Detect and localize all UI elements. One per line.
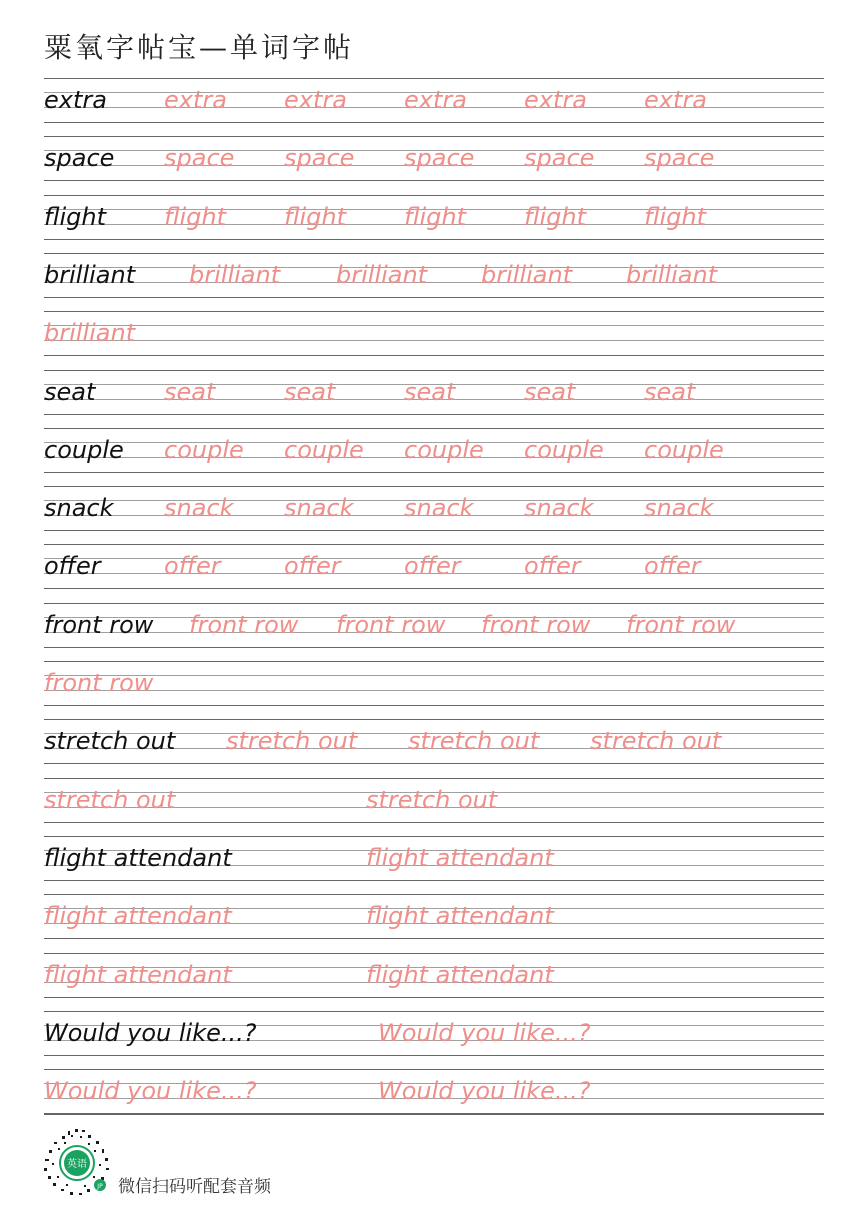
- trace-word: couple: [524, 435, 604, 464]
- trace-word: space: [524, 144, 595, 173]
- trace-word: couple: [404, 435, 484, 464]
- practice-row: [44, 544, 824, 602]
- trace-word: offer: [284, 552, 341, 581]
- trace-word: front row: [336, 610, 446, 639]
- practice-row: [44, 253, 824, 311]
- qr-small-badge: JP: [97, 1183, 103, 1190]
- trace-word: flight attendant: [366, 960, 554, 989]
- guide-line: [44, 997, 824, 998]
- trace-word: space: [644, 144, 715, 173]
- trace-word: Would you like...?: [44, 1077, 257, 1106]
- guide-line: [44, 414, 824, 415]
- trace-word: flight: [164, 202, 227, 231]
- trace-word: front row: [481, 610, 591, 639]
- trace-word: stretch out: [408, 727, 540, 756]
- trace-word: brilliant: [189, 260, 281, 289]
- model-word: extra: [44, 86, 107, 114]
- guide-line: [44, 544, 824, 545]
- trace-word: seat: [164, 377, 216, 406]
- qr-code-icon[interactable]: [42, 1128, 112, 1198]
- trace-word: brilliant: [44, 319, 136, 348]
- practice-row: [44, 486, 824, 544]
- trace-word: offer: [524, 552, 581, 581]
- guide-line: [44, 675, 824, 676]
- guide-line: [44, 530, 824, 531]
- trace-word: offer: [404, 552, 461, 581]
- guide-line: [44, 690, 824, 691]
- model-word: snack: [44, 494, 114, 523]
- guide-line: [44, 136, 824, 137]
- guide-line: [44, 195, 824, 196]
- trace-word: seat: [524, 377, 576, 406]
- trace-word: flight attendant: [366, 902, 554, 931]
- trace-word: offer: [164, 552, 221, 581]
- guide-line: [44, 1055, 824, 1056]
- trace-word: brilliant: [481, 260, 573, 289]
- trace-word: Would you like...?: [378, 1018, 591, 1047]
- trace-word: extra: [644, 86, 707, 114]
- guide-line: [44, 325, 824, 326]
- guide-line: [44, 78, 824, 79]
- practice-row: [44, 719, 824, 777]
- guide-line: [44, 763, 824, 764]
- practice-row: [44, 136, 824, 194]
- model-word: flight attendant: [44, 843, 232, 872]
- model-word: flight: [44, 202, 107, 231]
- trace-word: flight: [524, 202, 587, 231]
- guide-line: [44, 428, 824, 429]
- trace-word: front row: [189, 610, 299, 639]
- page-title: 粟氧字帖宝—单词字帖: [44, 31, 355, 64]
- trace-word: snack: [164, 494, 234, 523]
- trace-word: snack: [644, 494, 714, 523]
- trace-word: space: [164, 144, 235, 173]
- model-word: space: [44, 144, 115, 173]
- practice-row: [44, 370, 824, 428]
- practice-row: [44, 661, 824, 719]
- trace-word: brilliant: [626, 260, 718, 289]
- practice-row: [44, 78, 824, 136]
- guide-line: [44, 355, 824, 356]
- trace-word: couple: [164, 435, 244, 464]
- guide-line: [44, 311, 824, 312]
- practice-row: [44, 953, 824, 1011]
- guide-line: [44, 705, 824, 706]
- qr-badge-label: 英语: [67, 1159, 87, 1170]
- guide-line: [44, 486, 824, 487]
- practice-row: [44, 778, 824, 836]
- model-word: Would you like...?: [44, 1018, 257, 1047]
- guide-line: [44, 603, 824, 604]
- bottom-rule: [44, 1114, 824, 1115]
- guide-line: [44, 938, 824, 939]
- trace-word: stretch out: [590, 727, 722, 756]
- guide-line: [44, 719, 824, 720]
- guide-line: [44, 778, 824, 779]
- scan-audio-caption: 微信扫码听配套音频: [118, 1177, 271, 1197]
- guide-line: [44, 180, 824, 181]
- trace-word: stretch out: [366, 785, 498, 814]
- model-word: stretch out: [44, 727, 176, 756]
- trace-word: extra: [404, 86, 467, 114]
- trace-word: extra: [524, 86, 587, 114]
- practice-row: [44, 603, 824, 661]
- trace-word: flight attendant: [44, 960, 232, 989]
- trace-word: snack: [284, 494, 354, 523]
- guide-line: [44, 239, 824, 240]
- guide-line: [44, 340, 824, 341]
- guide-line: [44, 836, 824, 837]
- trace-word: stretch out: [226, 727, 358, 756]
- guide-line: [44, 472, 824, 473]
- model-word: offer: [44, 552, 101, 581]
- practice-row: [44, 894, 824, 952]
- practice-row: [44, 195, 824, 253]
- trace-word: stretch out: [44, 785, 176, 814]
- model-word: seat: [44, 377, 96, 406]
- trace-word: seat: [404, 377, 456, 406]
- trace-word: couple: [644, 435, 724, 464]
- trace-word: front row: [626, 610, 736, 639]
- trace-word: front row: [44, 669, 154, 697]
- practice-row: [44, 1011, 824, 1069]
- guide-line: [44, 588, 824, 589]
- trace-word: flight: [284, 202, 347, 231]
- guide-line: [44, 880, 824, 881]
- trace-word: space: [284, 144, 355, 173]
- trace-word: brilliant: [336, 260, 428, 289]
- practice-row: [44, 836, 824, 894]
- trace-word: Would you like...?: [378, 1077, 591, 1106]
- guide-line: [44, 953, 824, 954]
- trace-word: extra: [164, 86, 227, 114]
- trace-word: flight: [404, 202, 467, 231]
- practice-row: [44, 1069, 824, 1127]
- model-word: brilliant: [44, 260, 136, 289]
- trace-word: seat: [644, 377, 696, 406]
- guide-line: [44, 822, 824, 823]
- trace-word: flight: [644, 202, 707, 231]
- practice-row: [44, 428, 824, 486]
- guide-line: [44, 370, 824, 371]
- guide-line: [44, 661, 824, 662]
- guide-line: [44, 1069, 824, 1070]
- trace-word: snack: [524, 494, 594, 523]
- trace-word: space: [404, 144, 475, 173]
- guide-line: [44, 297, 824, 298]
- footer: [42, 1128, 442, 1198]
- trace-word: flight attendant: [44, 902, 232, 931]
- guide-line: [44, 894, 824, 895]
- practice-row: [44, 311, 824, 369]
- trace-word: snack: [404, 494, 474, 523]
- trace-word: couple: [284, 435, 364, 464]
- trace-word: extra: [284, 86, 347, 114]
- trace-word: offer: [644, 552, 701, 581]
- trace-word: flight attendant: [366, 843, 554, 872]
- trace-word: seat: [284, 377, 336, 406]
- guide-line: [44, 122, 824, 123]
- guide-line: [44, 647, 824, 648]
- model-word: couple: [44, 435, 124, 464]
- model-word: front row: [44, 610, 154, 639]
- guide-line: [44, 1011, 824, 1012]
- guide-line: [44, 253, 824, 254]
